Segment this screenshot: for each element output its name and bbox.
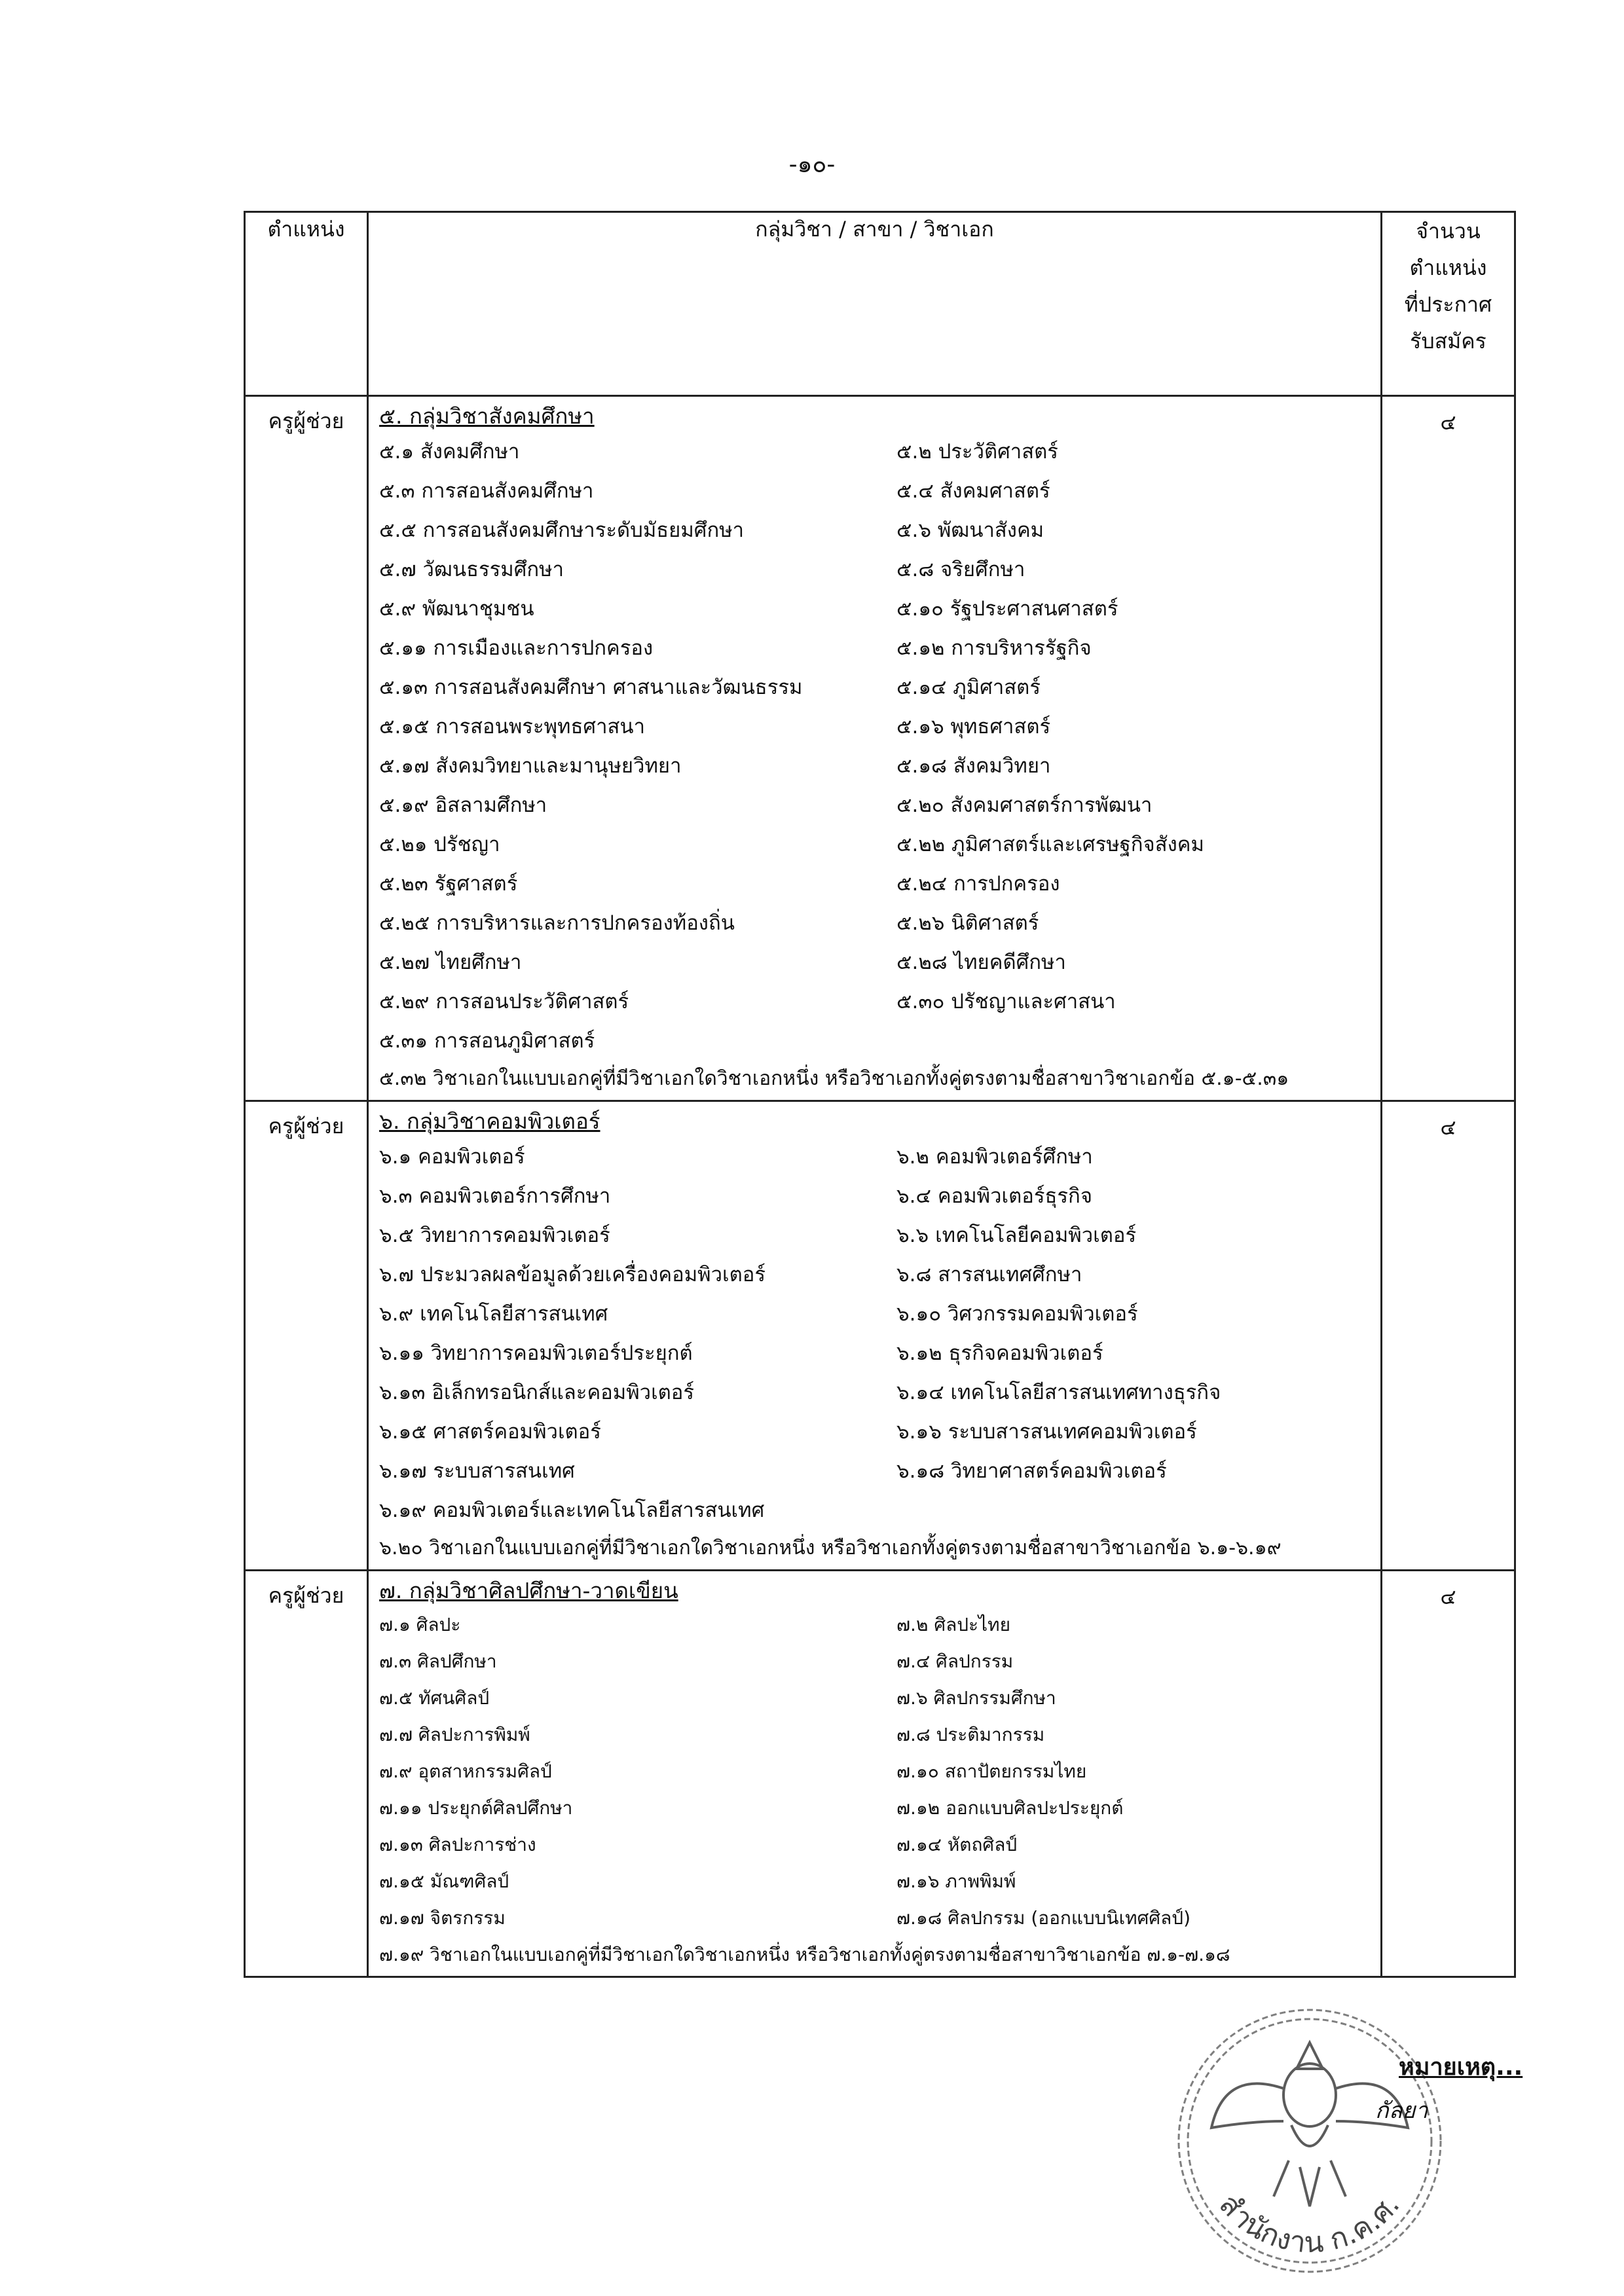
major-item: ๕.๓๑ การสอนภูมิศาสตร์ <box>379 1029 595 1053</box>
header-count-line: รับสมัคร <box>1410 329 1486 354</box>
major-grid <box>379 432 1370 1061</box>
major-grid <box>379 1137 1370 1530</box>
major-item: ๖.๗ ประมวลผลข้อมูลด้วยเครื่องคอมพิวเตอร์ <box>379 1263 766 1286</box>
subjects-cell <box>368 1101 1382 1571</box>
major-item: ๖.๒ คอมพิวเตอร์ศึกษา <box>896 1145 1093 1169</box>
group-title: ๕. กลุ่มวิชาสังคมศึกษา <box>379 403 595 429</box>
major-item: ๕.๘ จริยศึกษา <box>896 558 1025 581</box>
positions-table <box>244 211 1516 1978</box>
major-item: ๖.๑๕ ศาสตร์คอมพิวเตอร์ <box>379 1420 601 1444</box>
major-item: ๕.๑๗ สังคมวิทยาและมานุษยวิทยา <box>379 754 682 778</box>
major-item: ๕.๒๑ ปรัชญา <box>379 833 500 856</box>
header-position: ตำแหน่ง <box>245 212 368 396</box>
major-item: ๗.๙ อุตสาหกรรมศิลป์ <box>379 1760 552 1782</box>
major-item: ๕.๗ วัฒนธรรมศึกษา <box>379 558 564 581</box>
major-item <box>896 1491 1381 1530</box>
major-item: ๖.๖ เทคโนโลยีคอมพิวเตอร์ <box>896 1224 1137 1247</box>
major-item: ๗.๑๕ มัณฑศิลป์ <box>379 1870 509 1892</box>
major-item: ๖.๘ สารสนเทศศึกษา <box>896 1263 1082 1286</box>
major-item: ๗.๓ ศิลปศึกษา <box>379 1650 497 1672</box>
major-item: ๕.๒๔ การปกครอง <box>896 872 1060 896</box>
major-item: ๕.๑๘ สังคมวิทยา <box>896 754 1051 778</box>
major-item: ๕.๒๖ นิติศาสตร์ <box>896 911 1039 935</box>
major-item: ๗.๑๗ จิตรกรรม <box>379 1907 506 1929</box>
count-cell: ๔ <box>1382 396 1515 1101</box>
major-item: ๕.๑๔ ภูมิศาสตร์ <box>896 676 1041 699</box>
count-cell: ๔ <box>1382 1571 1515 1977</box>
major-item: ๖.๓ คอมพิวเตอร์การศึกษา <box>379 1184 611 1208</box>
major-item: ๗.๖ ศิลปกรรมศึกษา <box>896 1687 1056 1709</box>
group-title: ๗. กลุ่มวิชาศิลปศึกษา-วาดเขียน <box>379 1578 678 1603</box>
major-item: ๖.๑๐ วิศวกรรมคอมพิวเตอร์ <box>896 1302 1138 1326</box>
major-item: ๗.๑๒ ออกแบบศิลปะประยุกต์ <box>896 1797 1124 1819</box>
major-item: ๖.๑๘ วิทยาศาสตร์คอมพิวเตอร์ <box>896 1459 1167 1483</box>
subjects-cell <box>368 1571 1382 1977</box>
count-cell: ๔ <box>1382 1101 1515 1571</box>
table-header-row <box>245 212 1515 396</box>
group-row-social-studies <box>245 396 1515 1101</box>
major-item: ๕.๑๒ การบริหารรัฐกิจ <box>896 636 1092 660</box>
major-item: ๕.๒๗ ไทยศึกษา <box>379 951 522 974</box>
major-item: ๕.๒๕ การบริหารและการปกครองท้องถิ่น <box>379 911 735 935</box>
group-row-art <box>245 1571 1515 1977</box>
major-item: ๗.๘ ประติมากรรม <box>896 1724 1045 1745</box>
header-count-line: จำนวน <box>1416 219 1481 244</box>
group-footer: ๗.๑๙ วิชาเอกในแบบเอกคู่ที่มีวิชาเอกใดวิชาเอกหนึ่ง หรือวิชาเอกทั้งคู่ตรงตามชื่อสาขาวิชาเอกข้อ ๗.๑-๗.๑๘ <box>379 1944 1230 1965</box>
major-item: ๖.๑๗ ระบบสารสนเทศ <box>379 1459 575 1483</box>
major-item: ๕.๖ พัฒนาสังคม <box>896 519 1044 542</box>
header-count-line: ตำแหน่ง <box>1409 255 1487 280</box>
group-footer: ๖.๒๐ วิชาเอกในแบบเอกคู่ที่มีวิชาเอกใดวิชาเอกหนึ่ง หรือวิชาเอกทั้งคู่ตรงตามชื่อสาขาวิชาเอกข้อ ๖.๑-๖.๑๙ <box>379 1537 1282 1559</box>
major-item: ๗.๕ ทัศนศิลป์ <box>379 1687 490 1709</box>
major-item: ๕.๑๕ การสอนพระพุทธศาสนา <box>379 715 645 738</box>
header-subject: กลุ่มวิชา / สาขา / วิชาเอก <box>368 212 1382 396</box>
major-item: ๕.๒๙ การสอนประวัติศาสตร์ <box>379 990 629 1013</box>
major-item: ๕.๙ พัฒนาชุมชน <box>379 597 534 621</box>
group-title: ๖. กลุ่มวิชาคอมพิวเตอร์ <box>379 1108 600 1134</box>
major-grid <box>379 1607 1370 1937</box>
group-footer: ๕.๓๒ วิชาเอกในแบบเอกคู่ที่มีวิชาเอกใดวิชาเอกหนึ่ง หรือวิชาเอกทั้งคู่ตรงตามชื่อสาขาวิชาเอกข้อ ๕.๑-๕.๓๑ <box>379 1067 1289 1090</box>
note-label: หมายเหตุ... <box>1399 2054 1523 2081</box>
major-item: ๕.๑ สังคมศึกษา <box>379 440 520 464</box>
major-item: ๕.๒ ประวัติศาสตร์ <box>896 440 1058 464</box>
major-item: ๖.๑ คอมพิวเตอร์ <box>379 1145 525 1169</box>
major-item: ๗.๑๑ ประยุกต์ศิลปศึกษา <box>379 1797 573 1819</box>
major-item: ๕.๓๐ ปรัชญาและศาสนา <box>896 990 1116 1013</box>
major-item: ๗.๑๔ หัตถศิลป์ <box>896 1834 1018 1855</box>
subjects-cell <box>368 396 1382 1101</box>
major-item: ๕.๔ สังคมศาสตร์ <box>896 479 1050 503</box>
major-item: ๗.๑๘ ศิลปกรรม (ออกแบบนิเทศศิลป์) <box>896 1907 1190 1929</box>
major-item: ๗.๑๐ สถาปัตยกรรมไทย <box>896 1760 1087 1782</box>
signature: กัลยา <box>1375 2098 1428 2124</box>
major-item: ๕.๑๖ พุทธศาสตร์ <box>896 715 1051 738</box>
major-item: ๕.๑๓ การสอนสังคมศึกษา ศาสนาและวัฒนธรรม <box>379 676 803 699</box>
major-item: ๖.๙ เทคโนโลยีสารสนเทศ <box>379 1302 608 1326</box>
major-item: ๖.๑๖ ระบบสารสนเทศคอมพิวเตอร์ <box>896 1420 1197 1444</box>
position-cell: ครูผู้ช่วย <box>245 396 368 1101</box>
page-number: -๑๐- <box>788 151 836 178</box>
group-row-computer <box>245 1101 1515 1571</box>
major-item: ๖.๑๔ เทคโนโลยีสารสนเทศทางธุรกิจ <box>896 1381 1221 1404</box>
garuda-seal-stamp <box>1139 1997 1480 2285</box>
major-item: ๗.๑๖ ภาพพิมพ์ <box>896 1870 1016 1892</box>
major-item: ๖.๑๒ ธุรกิจคอมพิวเตอร์ <box>896 1341 1103 1365</box>
major-item: ๗.๗ ศิลปะการพิมพ์ <box>379 1724 530 1745</box>
major-item: ๕.๒๒ ภูมิศาสตร์และเศรษฐกิจสังคม <box>896 833 1204 856</box>
major-item: ๕.๓ การสอนสังคมศึกษา <box>379 479 594 503</box>
major-item <box>896 1021 1381 1061</box>
major-item: ๕.๑๙ อิสลามศึกษา <box>379 793 547 817</box>
major-item: ๕.๒๓ รัฐศาสตร์ <box>379 872 518 896</box>
major-item: ๖.๕ วิทยาการคอมพิวเตอร์ <box>379 1224 610 1247</box>
major-item: ๖.๑๓ อิเล็กทรอนิกส์และคอมพิวเตอร์ <box>379 1381 695 1404</box>
major-item: ๖.๔ คอมพิวเตอร์ธุรกิจ <box>896 1184 1092 1208</box>
major-item: ๗.๔ ศิลปกรรม <box>896 1650 1014 1672</box>
major-item: ๕.๑๑ การเมืองและการปกครอง <box>379 636 654 660</box>
major-item: ๕.๑๐ รัฐประศาสนศาสตร์ <box>896 597 1118 621</box>
major-item: ๗.๒ ศิลปะไทย <box>896 1614 1011 1635</box>
header-count-line: ที่ประกาศ <box>1404 292 1492 317</box>
major-item: ๗.๑ ศิลปะ <box>379 1614 461 1635</box>
major-item: ๕.๒๐ สังคมศาสตร์การพัฒนา <box>896 793 1153 817</box>
major-item: ๕.๕ การสอนสังคมศึกษาระดับมัธยมศึกษา <box>379 519 745 542</box>
header-count <box>1382 212 1515 396</box>
position-cell: ครูผู้ช่วย <box>245 1571 368 1977</box>
position-cell: ครูผู้ช่วย <box>245 1101 368 1571</box>
stamp-text: สำนักงาน ก.ค.ศ. <box>1212 2187 1407 2260</box>
major-item: ๕.๒๘ ไทยคดีศึกษา <box>896 951 1066 974</box>
major-item: ๖.๑๙ คอมพิวเตอร์และเทคโนโลยีสารสนเทศ <box>379 1499 765 1522</box>
major-item: ๖.๑๑ วิทยาการคอมพิวเตอร์ประยุกต์ <box>379 1341 693 1365</box>
major-item: ๗.๑๓ ศิลปะการช่าง <box>379 1834 536 1855</box>
